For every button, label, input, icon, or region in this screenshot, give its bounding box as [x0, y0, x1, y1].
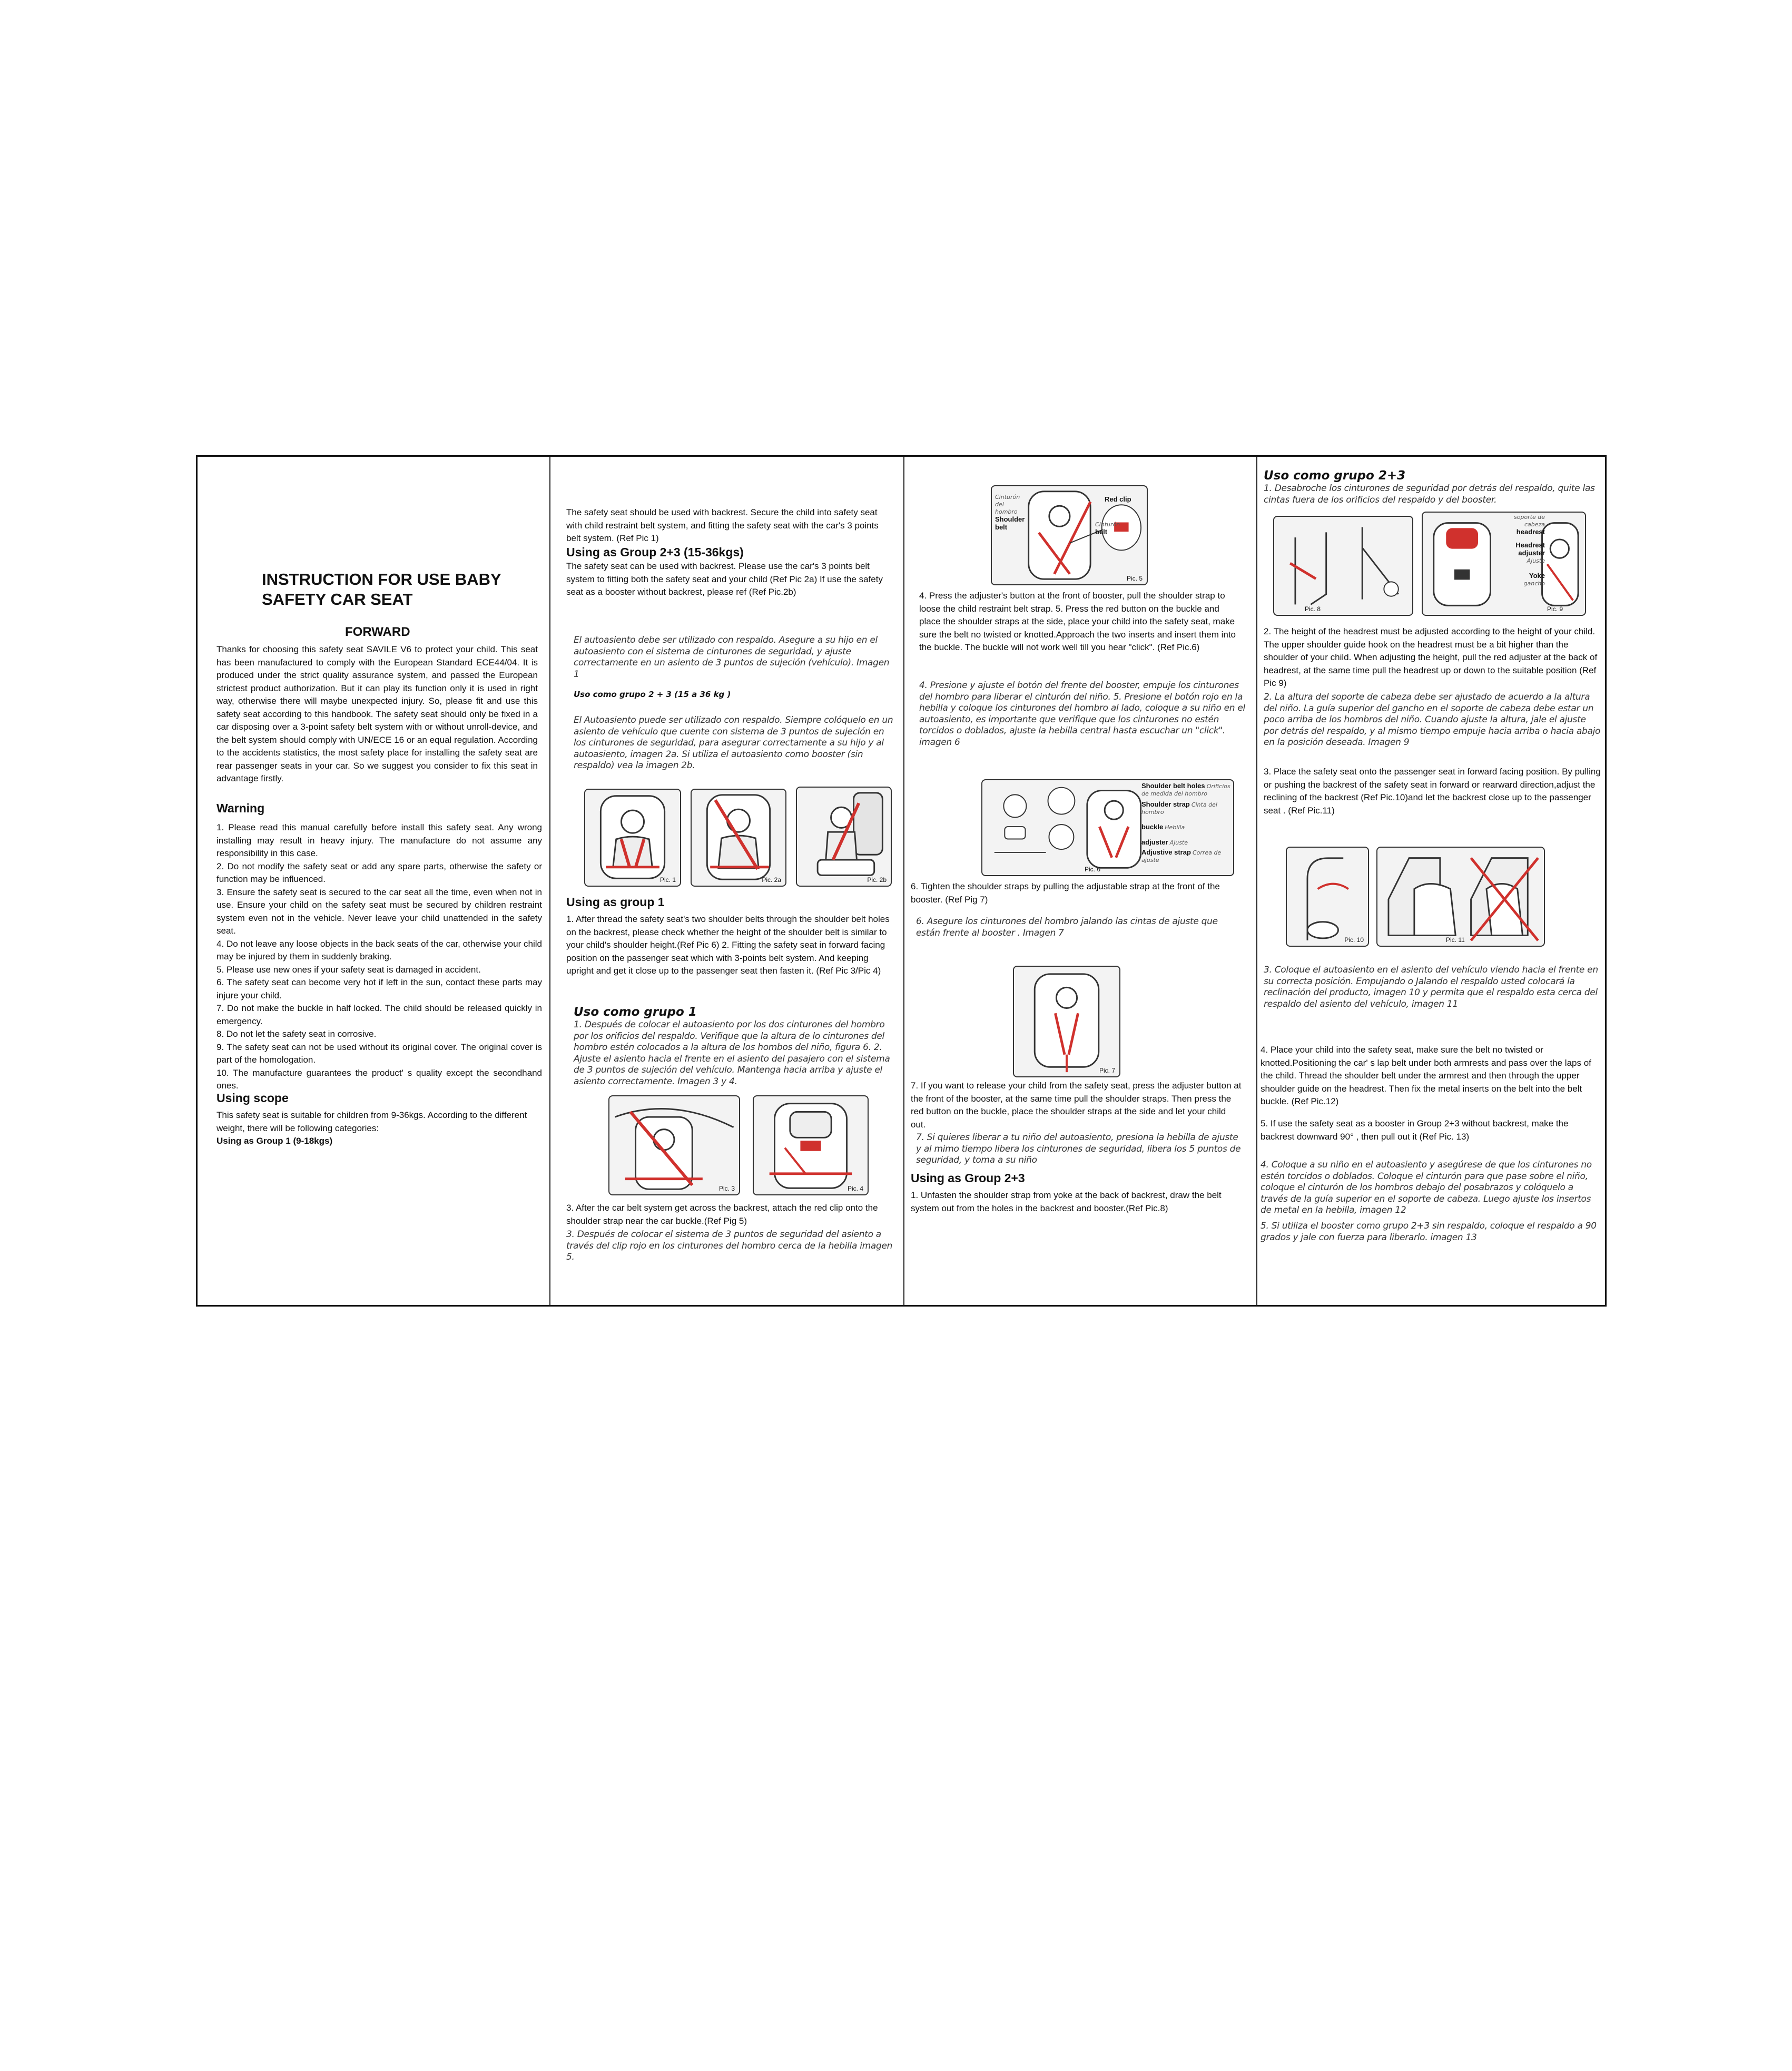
group23-heading: Using as Group 2+3 (15-36kgs) — [566, 545, 744, 559]
pic-3-label: Pic. 3 — [718, 1185, 735, 1192]
callout-en: adjuster — [1141, 838, 1168, 846]
callout-es: Correa de ajuste — [1141, 849, 1222, 863]
pic-10-label: Pic. 10 — [1344, 936, 1364, 944]
pic-2a-image — [691, 789, 786, 887]
callout-en: headrest — [1516, 528, 1545, 536]
pic-8-image — [1273, 516, 1413, 616]
booster-without-backrest-illustration — [797, 788, 891, 886]
booster-with-backrest-illustration — [692, 790, 785, 886]
es-step1-text: 1. Desabroche los cinturones de seguridad por detrás del respaldo, quite las cintas fuera de los orificios del respaldo y del booster. — [1264, 483, 1595, 505]
step3-text: 3. After the car belt system get across the backrest, attach the red clip onto the shoulder strap near the car buckle.(Ref Pig 5) — [566, 1203, 878, 1226]
callout-en: Shoulder belt — [995, 515, 1025, 531]
group23-heading-col3: Using as Group 2+3 — [911, 1171, 1025, 1185]
pic-2a-label: Pic. 2a — [762, 876, 781, 884]
document-title — [262, 570, 536, 610]
backrest-position-illustration — [1377, 848, 1544, 946]
pic-9-callouts — [1492, 514, 1545, 587]
callout-es: Cinturón del hombro — [995, 494, 1020, 515]
pic-6-image — [981, 779, 1234, 876]
callout-en: Adjustive strap — [1141, 848, 1191, 856]
callout-soporte — [1492, 514, 1545, 528]
es-step4-text: 4. Coloque a su niño en el autoasiento y asegúrese de que los cinturones no estén torcidos o doblados. Coloque el cinturón para que pase sobre el niño, coloque el cinturón de los hombros debajo del posabrazos y colóquelo a través de la guía superior en el soporte de cabeza. Luego ajuste los insertos de metal en la hebilla, imagen 12 — [1261, 1160, 1592, 1215]
intro-text: The safety seat should be used with backrest. Secure the child into safety seat with child restraint belt system, and fitting the safety seat with the car's 3 points belt system. (Ref Pic 1) — [566, 507, 879, 543]
callout-yoke — [1492, 572, 1545, 580]
callout-ajuste — [1492, 557, 1545, 565]
es-group1-text: 1. Después de colocar el autoasiento por los dos cinturones del hombro por los orificios del respaldo. Verifique que la altura de lo cinturones del hombro estén colocados a la altura de los hombos del niño, figura 6. 2. Ajuste el asiento hacia el frente en el asiento del pasajero con el sistema de 3 puntos de sujeción del vehículo. Mantenga hacia arriba y ajuste el asiento correctamente. Imagen 3 y 4. — [574, 1019, 890, 1087]
pic-11-image — [1376, 847, 1545, 947]
group1-heading: Using as group 1 — [566, 895, 665, 909]
step6-text: 6. Tighten the shoulder straps by pulling the adjustable strap at the front of the booster. (Ref Pig 7) — [911, 881, 1220, 905]
es-step6-text: 6. Asegure los cinturones del hombro jalando las cintas de ajuste que están frente al booster . Imagen 7 — [916, 916, 1218, 938]
title-line-2: SAFETY CAR SEAT — [262, 590, 413, 608]
es-group1-heading: Uso como grupo 1 — [574, 1005, 697, 1019]
list-item: 6. The safety seat can become very hot if left in the sun, contact these parts may injure your child. — [216, 977, 542, 1000]
pic-4-label: Pic. 4 — [847, 1185, 863, 1192]
warning-heading: Warning — [216, 801, 265, 815]
callout-en: Headrest adjuster — [1515, 541, 1545, 557]
callout-es: Orificios de medida del hombro — [1141, 783, 1230, 797]
callout-es: Cinturón — [1095, 521, 1120, 528]
pic-7-label: Pic. 7 — [1099, 1067, 1115, 1074]
callout-es: Ajuste — [1527, 557, 1545, 564]
list-item: 3. Ensure the safety seat is secured to the car seat all the time, even when not in use. Ensure your child on the safety seat must be secured by children restraint system even not in the vehicle. Never leave your child unattended in the safety seat. — [216, 887, 542, 936]
pic-5-image — [991, 485, 1148, 585]
step4-text: 4. Place your child into the safety seat, make sure the belt no twisted or knotted.Positioning the car' s lap belt under both armrests and pass over the laps of the child. Thread the shoulder belt under the armrest and then through the upper shoulder guide on the headrest. Then fix the metal inserts on the belt into the belt buckle. (Ref Pic.12) — [1261, 1045, 1591, 1106]
es-group23-heading-col4: Uso como grupo 2+3 — [1264, 469, 1406, 483]
pic-5-label: Pic. 5 — [1126, 575, 1143, 582]
es-step45-text: 4. Presione y ajuste el botón del frente del booster, empuje los cinturones del hombro para liberar el cinturón del niño. 5. Presione el botón rojo en la hebilla y coloque los cinturones del hombro al lado, coloque a su niño en el autoasiento, es importante que verifique que los cinturones no estén torcidos o doblados, ajuste la hebilla central hasta escuchar un "click". imagen 6 — [919, 680, 1245, 748]
list-item: 7. Do not make the buckle in half locked. The child should be released quickly in emergency. — [216, 1003, 542, 1026]
es-step7-text: 7. Si quieres liberar a tu niño del autoasiento, presiona la hebilla de ajuste y al mimo tiempo libera los cinturones de seguridad, libera los 5 puntos de seguridad, y toma a su niño — [916, 1132, 1241, 1165]
group23-step1-text: 1. Unfasten the shoulder strap from yoke at the back of backrest, draw the belt system out from the holes in the backrest and booster.(Ref Pic.8) — [911, 1190, 1222, 1213]
pic-1-label: Pic. 1 — [659, 876, 676, 884]
callout-adjustive-strap — [1141, 849, 1234, 864]
group1-text: 1. After thread the safety seat's two shoulder belts through the shoulder belt holes on the backrest, please check whether the height of the shoulder belt is similar to your child's shoulder height.(Ref Pic 6) 2. Fitting the safety seat in forward facing position on the passenger seat which with 3-points belt system. And keeping upright and get it close up to the passenger seat then fasten it. (Ref Pic 3/Pic 4) — [566, 914, 890, 976]
es-step3-text-col4: 3. Coloque el autoasiento en el asiento del vehículo viendo hacia el frente en su correcta posición. Empujando o Jalando el respaldo usted colocará la reclinación del producto, imagen 10 y permita que el respaldo esta cerca del respaldo del asiento del vehículo, imagen 11 — [1264, 965, 1598, 1009]
child-seat-illustration — [585, 790, 680, 886]
step2-text: 2. The height of the headrest must be adjusted according to the height of your child. The upper shoulder guide hook on the headrest must be a bit higher than the shoulder of your child. When adjusting the height, pull the red adjuster at the back of headrest, at the same time pull the headrest up or down to the suitable position (Ref Pic 9) — [1264, 626, 1598, 688]
pic-4-image — [753, 1095, 869, 1195]
column-3 — [904, 457, 1256, 1305]
column-4 — [1257, 457, 1606, 1305]
step7-text: 7. If you want to release your child from the safety seat, press the adjuster button at the front of the booster, at the same time pull the shoulder straps. Then press the red button on the buckle, place the shoulder straps at the side and let your child out. — [911, 1081, 1242, 1130]
pic-6-label: Pic. 6 — [1085, 866, 1101, 873]
callout-en: Shoulder strap — [1141, 800, 1190, 808]
callout-en: belt — [1095, 528, 1108, 536]
list-item: 4. Do not leave any loose objects in the back seats of the car, otherwise your child may be injured by them in suddenly braking. — [216, 938, 542, 961]
callout-es: Cinta del hombro — [1141, 801, 1217, 816]
callout-headrest-adjuster — [1492, 542, 1545, 557]
es-intro-text: El autoasiento debe ser utilizado con respaldo. Asegure a su hijo en el autoasiento con el sistema de cinturones de seguridad, y ajuste correctamente en un asiento de 3 puntos de sujeción (vehículo). Imagen 1 — [574, 635, 890, 680]
pic-11-label: Pic. 11 — [1446, 936, 1465, 944]
column-1 — [198, 457, 549, 1305]
callout-es: gancho — [1523, 580, 1545, 587]
callout-es: soporte de cabeza — [1513, 514, 1545, 528]
list-item: 8. Do not let the safety seat in corrosive. — [216, 1029, 377, 1039]
remove-harness-illustration — [1274, 517, 1412, 615]
list-item: 1. Please read this manual carefully before install this safety seat. Any wrong installing may result in heavy injury. The manufacture do not assume any responsibility in this case. — [216, 822, 542, 858]
es-group23-text: El Autoasiento puede ser utilizado con respaldo. Siempre colóquelo en un asiento de vehículo que cuente con sistema de 3 puntos de sujeción en los cinturones de seguridad, para asegurar correctamente a su hijo y al autoasiento, imagen 2a. Si utiliza el autoasiento como booster (sin respaldo) vea la imagen 2b. — [574, 715, 893, 771]
pic-9-image — [1422, 512, 1586, 616]
pic-6-callouts — [1141, 782, 1234, 864]
tighten-strap-illustration — [1014, 967, 1119, 1076]
pic-5-callout-left — [995, 494, 1027, 532]
callout-shoulder-strap — [1141, 801, 1234, 816]
pic-5-callout-clip — [1105, 496, 1131, 504]
callout-en: Red clip — [1105, 495, 1131, 503]
scope-heading: Using scope — [216, 1091, 289, 1105]
pic-5-callout-belt — [1095, 521, 1120, 536]
callout-buckle — [1141, 823, 1234, 831]
pic-7-image — [1013, 966, 1120, 1077]
callout-shoulder-belt-holes — [1141, 782, 1234, 798]
scope-group1: Using as Group 1 (9-18kgs) — [216, 1136, 333, 1146]
pic-1-image — [584, 789, 681, 887]
es-step2-text: 2. La altura del soporte de cabeza debe ser ajustado de acuerdo a la altura del niño. La guía superior del gancho en el soporte de cabeza debe estar un poco arriba de los hombros del niño. Cuando ajuste la altura, jale el ajuste por detrás del respaldo, y al mismo tiempo empuje hacia arriba o hacia abajo en la posición deseada. Imagen 9 — [1264, 692, 1601, 748]
callout-en: Yoke — [1529, 572, 1545, 580]
pic-3-image — [608, 1095, 740, 1195]
es-step3-text: 3. Después de colocar el sistema de 3 puntos de seguridad del asiento a través del clip rojo en los cinturones del hombro cerca de la hebilla imagen 5. — [566, 1229, 893, 1262]
car-seat-installed-illustration — [609, 1096, 739, 1194]
callout-headrest — [1492, 528, 1545, 536]
list-item: 10. The manufacture guarantees the product' s quality except the secondhand ones. — [216, 1067, 542, 1091]
pic-2b-image — [796, 787, 892, 887]
title-line-1: INSTRUCTION FOR USE BABY — [262, 570, 501, 588]
list-item: 5. Please use new ones if your safety seat is damaged in accident. — [216, 964, 481, 975]
callout-adjuster — [1141, 839, 1234, 847]
scope-text: This safety seat is suitable for children from 9-36kgs. According to the different weight, there will be following categories: — [216, 1110, 527, 1133]
instruction-sheet — [196, 455, 1607, 1307]
warning-list — [216, 821, 542, 1093]
pic-9-label: Pic. 9 — [1547, 605, 1563, 613]
es-step5-text: 5. Si utiliza el booster como grupo 2+3 sin respaldo, coloque el respaldo a 90 grados y jale con fuerza para liberarlo. imagen 13 — [1261, 1221, 1597, 1243]
callout-es: Ajuste — [1169, 839, 1188, 846]
step45-text: 4. Press the adjuster's button at the front of booster, pull the shoulder strap to loose the child restraint belt strap. 5. Press the red button on the buckle and place the shoulder straps at the side, place your child into the safety seat, make sure the belt no twisted or knotted.Approach the two inserts and insert them into the buckle. The buckle will not work well till you hear "click". (Ref Pic.6) — [919, 591, 1236, 652]
recline-illustration — [1287, 848, 1368, 946]
es-group23-heading: Uso como grupo 2 + 3 (15 a 36 kg ) — [574, 690, 731, 699]
list-item: 9. The safety seat can not be used without its original cover. The original cover is part of the homologation. — [216, 1042, 542, 1065]
callout-en: buckle — [1141, 823, 1164, 831]
forward-heading: FORWARD — [345, 625, 410, 639]
step5-text: 5. If use the safety seat as a booster in Group 2+3 without backrest, make the backrest downward 90° , then pull out it (Ref Pic. 13) — [1261, 1118, 1569, 1142]
column-2 — [550, 457, 903, 1305]
pic-2b-label: Pic. 2b — [867, 876, 887, 884]
forward-text: Thanks for choosing this safety seat SAVILE V6 to protect your child. This seat has been manufactured to comply with the European Standard ECE44/04. It is produced under the strict quality assurance system, and passed the European strictest product authorization. But it can play its function only it is used in right way, otherwise there will maybe unexpected injury. So, please fit and use this safety seat according to this handbook. The safety seat should only be fixed in a car disposing over a 3-point safety belt system with or without unroll-device, and the belt system should comply with UN/ECE 16 or an equal regulation. According to the accidents statistics, the most safety place for installing the safety seat are rear passenger seats in your car. So we suggest you consider to fix this seat in advantage firstly. — [216, 644, 538, 783]
callout-es: Hebilla — [1165, 824, 1185, 831]
step3-text-col4: 3. Place the safety seat onto the passenger seat in forward facing position. By pulling or pushing the backrest of the safety seat in forward or rearward direction,adjust the reclining of the backrest (Ref Pic.10)and let the backrest close up to the passenger seat . (Ref Pic.11) — [1264, 767, 1601, 816]
car-seat-front-illustration — [754, 1096, 868, 1194]
pic-10-image — [1286, 847, 1369, 947]
pic-8-label: Pic. 8 — [1305, 605, 1321, 613]
callout-gancho — [1492, 580, 1545, 587]
group23-text: The safety seat can be used with backrest. Please use the car's 3 points belt system to fitting both the safety seat and your child (Ref Pic 2a) If use the safety seat as a booster without backrest, please ref (Ref Pic.2b) — [566, 561, 883, 597]
list-item: 2. Do not modify the safety seat or add any spare parts, otherwise the safety or function may be influenced. — [216, 861, 542, 884]
callout-en: Shoulder belt holes — [1141, 782, 1205, 790]
